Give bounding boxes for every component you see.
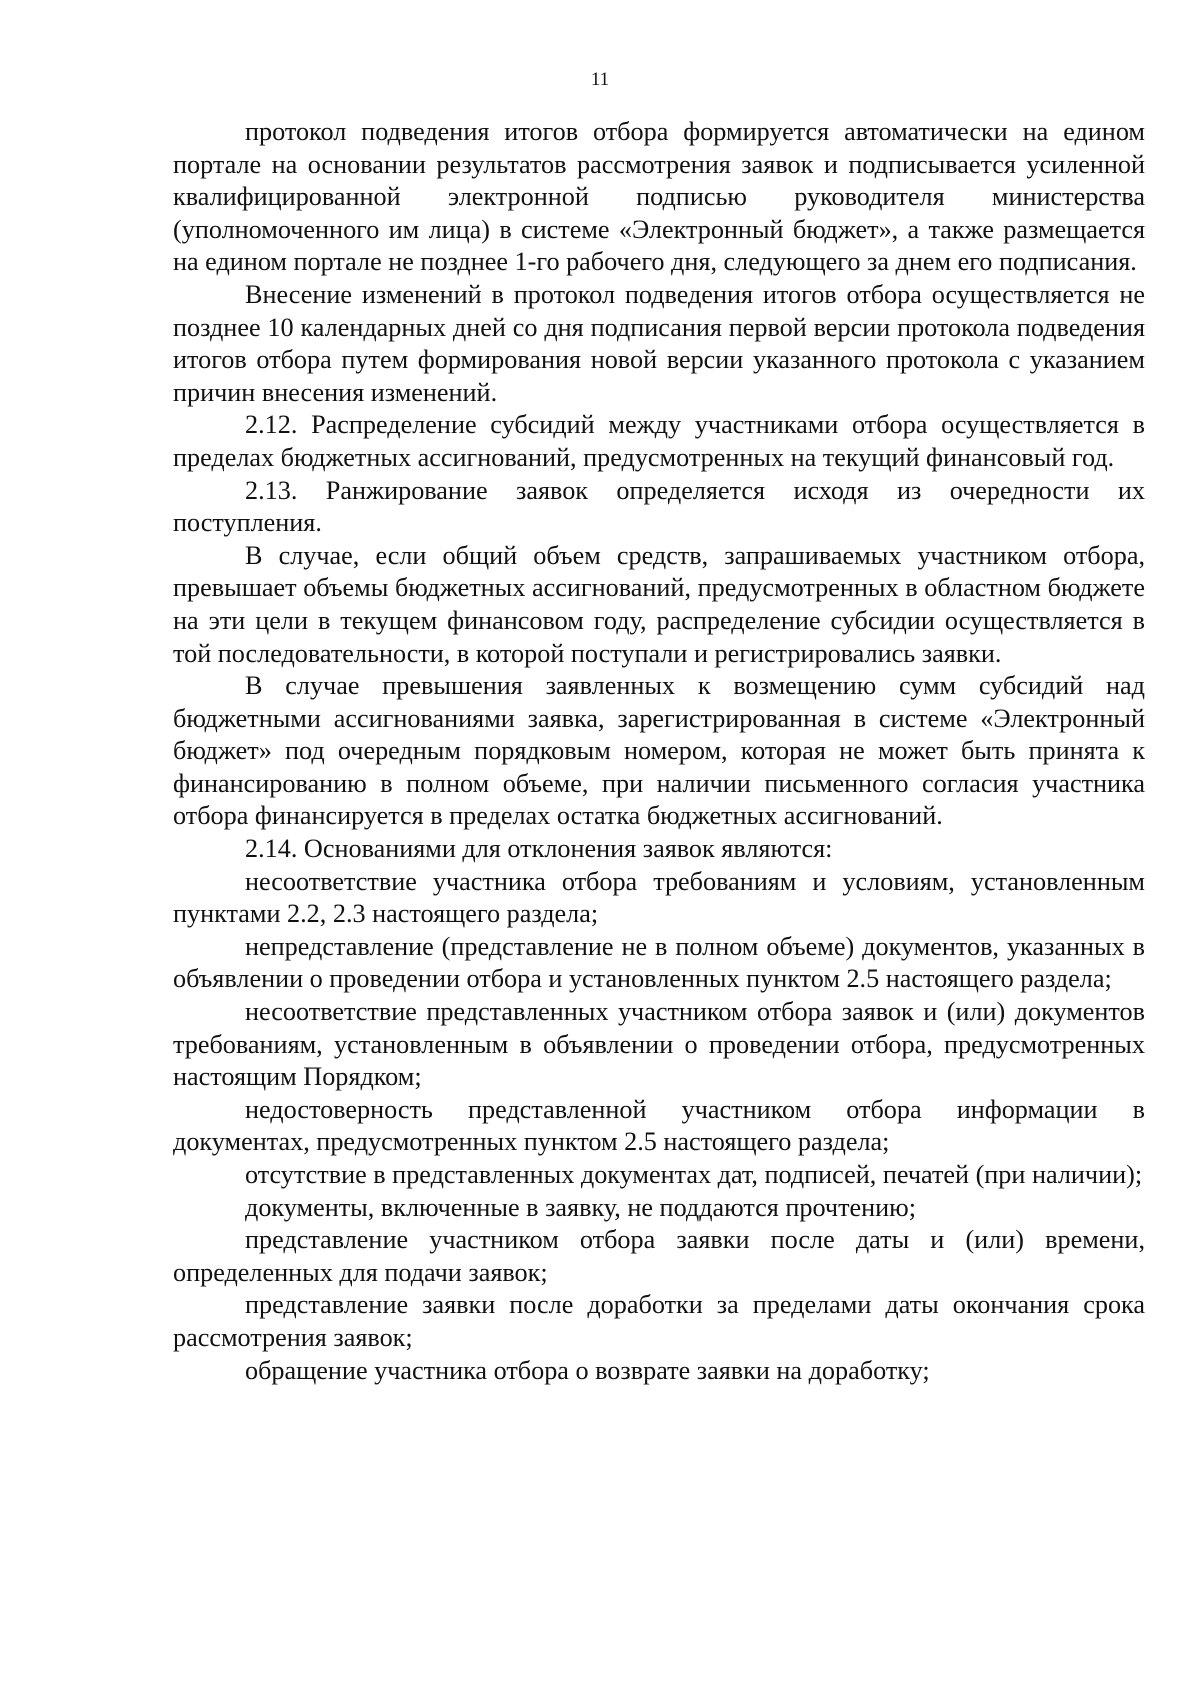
paragraph-protocol-amendments: Внесение изменений в протокол подведения итогов отбора осуществляется не позднее 10 календарных дней со дня подписания первой версии протокола подведения итогов отбора путем формирования новой версии указанного протокола с указанием причин внесения изменений. <box>173 279 1145 407</box>
paragraph-2-13-ranking: 2.13. Ранжирование заявок определяется исходя из очередности их поступления. <box>173 475 1145 538</box>
list-item-noncompliance-participant: несоответствие участника отбора требованиям и условиям, установленным пунктами 2.2, 2.3 настоящего раздела; <box>173 866 1145 929</box>
paragraph-volume-exceeds: В случае, если общий объем средств, запрашиваемых участником отбора, превышает объемы бюджетных ассигнований, предусмотренных в областном бюджете на эти цели в текущем финансовом году, распределение субсидии осуществляется в той последовательности, в которой поступали и регистрировались заявки. <box>173 540 1145 668</box>
paragraph-2-14-rejection-grounds: 2.14. Основаниями для отклонения заявок являются: <box>245 834 833 864</box>
paragraph-protocol-formation: протокол подведения итогов отбора формируется автоматически на едином портале на основании результатов рассмотрения заявок и подписывается усиленной квалифицированной электронной подписью руководителя министерства (уполномоченного им лица) в системе «Электронный бюджет», а также размещается на едином портале не позднее 1-го рабочего дня, следующего за днем его подписания. <box>173 117 1145 277</box>
page-number: 11 <box>590 69 610 90</box>
list-item-false-information: недостоверность представленной участником отбора информации в документах, предусмотренных пунктом 2.5 настоящего раздела; <box>173 1094 1145 1157</box>
document-body <box>173 116 1145 1387</box>
list-item-return-request: обращение участника отбора о возврате заявки на доработку; <box>245 1355 930 1385</box>
list-item-unreadable-documents: документы, включенные в заявку, не поддаются прочтению; <box>245 1192 917 1222</box>
paragraph-2-12-distribution: 2.12. Распределение субсидий между участниками отбора осуществляется в пределах бюджетных ассигнований, предусмотренных на текущий финансовый год. <box>173 410 1145 472</box>
list-item-missing-dates-signatures: отсутствие в представленных документах дат, подписей, печатей (при наличии); <box>245 1160 1143 1189</box>
list-item-noncompliance-documents: несоответствие представленных участником отбора заявок и (или) документов требованиям, установленным в объявлении о проведении отбора, предусмотренных настоящим Порядком; <box>173 997 1145 1092</box>
list-item-documents-not-submitted: непредставление (представление не в полном объеме) документов, указанных в объявлении о проведении отбора и установленных пунктом 2.5 настоящего раздела; <box>173 931 1145 994</box>
list-item-late-submission: представление участником отбора заявки после даты и (или) времени, определенных для подачи заявок; <box>173 1225 1145 1287</box>
paragraph-excess-claims: В случае превышения заявленных к возмещению сумм субсидий над бюджетными ассигнованиями заявка, зарегистрированная в системе «Электронный бюджет» под очередным порядковым номером, которая не может быть принята к финансированию в полном объеме, при наличии письменного согласия участника отбора финансируется в пределах остатка бюджетных ассигнований. <box>173 671 1145 831</box>
list-item-late-resubmission: представление заявки после доработки за пределами даты окончания срока рассмотрения заявок; <box>173 1290 1145 1352</box>
